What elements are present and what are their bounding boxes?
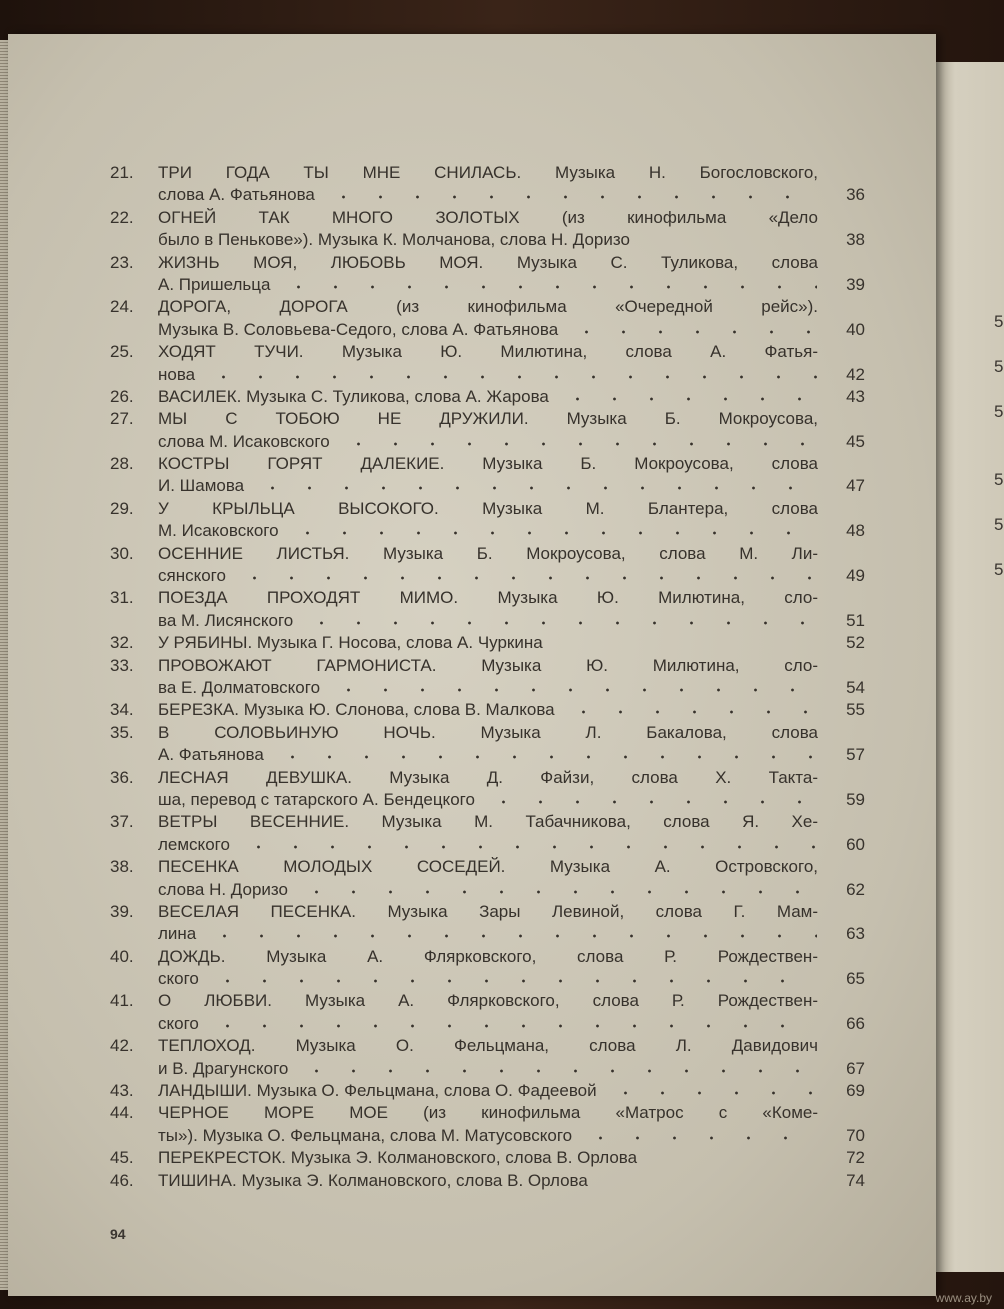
entry-page: 67: [846, 1058, 865, 1078]
entry-page: 51: [846, 610, 865, 630]
toc-line: [110, 1170, 865, 1192]
entry-number: 33.: [110, 655, 134, 675]
entry-page: 49: [846, 566, 865, 586]
entry-page: 52: [846, 633, 865, 653]
entry-text: ПЕСЕНКА МОЛОДЫХ СОСЕДЕЙ. Музыка А. Островского,: [158, 857, 818, 877]
entry-text: ва М. Лисянского: [158, 610, 294, 630]
entry-number: 34.: [110, 700, 134, 720]
table-of-contents: [110, 162, 865, 1192]
entry-page: 54: [846, 677, 865, 697]
dot-leader: [240, 844, 817, 850]
dot-leader: [325, 194, 817, 200]
entry-text: В СОЛОВЬИНУЮ НОЧЬ. Музыка Л. Бакалова, слова: [158, 722, 818, 742]
entry-text: лина: [158, 924, 197, 944]
toc-line: [110, 789, 865, 811]
toc-line: [110, 1035, 865, 1057]
entry-page: 48: [846, 521, 865, 541]
entry-text: ВЕТРЫ ВЕСЕННИЕ. Музыка М. Табачникова, слова Я. Хе-: [158, 812, 818, 832]
entry-page: 65: [846, 969, 865, 989]
dot-leader: [598, 1180, 817, 1186]
toc-line: [110, 408, 865, 430]
dot-leader: [254, 485, 817, 491]
facing-page-number: 5: [994, 560, 1004, 579]
entry-text: Музыка В. Соловьева-Седого, слова А. Фатьянова: [158, 319, 559, 339]
facing-page-number: 5: [994, 312, 1004, 331]
entry-text: ва Е. Долматовского: [158, 677, 321, 697]
dot-leader: [303, 620, 817, 626]
entry-number: 23.: [110, 252, 134, 272]
dot-leader: [568, 329, 817, 335]
entry-text: КОСТРЫ ГОРЯТ ДАЛЕКИЕ. Музыка Б. Мокроусова, слова: [158, 454, 818, 474]
entry-number: 27.: [110, 409, 134, 429]
entry-text: ЖИЗНЬ МОЯ, ЛЮБОВЬ МОЯ. Музыка С. Туликова, слова: [158, 252, 818, 272]
watermark: www.ay.by: [935, 1291, 992, 1305]
entry-number: 40.: [110, 946, 134, 966]
entry-text: ты»). Музыка О. Фельцмана, слова М. Матусовского: [158, 1125, 573, 1145]
toc-line: [110, 341, 865, 363]
entry-page: 38: [846, 230, 865, 250]
toc-line: [110, 364, 865, 386]
dot-leader: [607, 1090, 817, 1096]
entry-page: 42: [846, 364, 865, 384]
toc-line: [110, 296, 865, 318]
entry-number: 46.: [110, 1170, 134, 1190]
entry-page: 36: [846, 185, 865, 205]
toc-line: [110, 990, 865, 1012]
toc-line: [110, 856, 865, 878]
entry-number: 31.: [110, 588, 134, 608]
entry-page: 60: [846, 834, 865, 854]
entry-number: 29.: [110, 498, 134, 518]
entry-number: 32.: [110, 633, 134, 653]
entry-text: нова: [158, 364, 196, 384]
entry-number: 24.: [110, 297, 134, 317]
entry-text: А. Фатьянова: [158, 745, 264, 765]
toc-line: [110, 699, 865, 721]
entry-text: и В. Драгунского: [158, 1058, 289, 1078]
entry-number: 42.: [110, 1036, 134, 1056]
toc-line: [110, 162, 865, 184]
entry-number: 26.: [110, 386, 134, 406]
toc-line: [110, 834, 865, 856]
entry-page: 69: [846, 1081, 865, 1101]
dot-leader: [274, 754, 817, 760]
entry-text: ЛАНДЫШИ. Музыка О. Фельцмана, слова О. Фадеевой: [158, 1081, 597, 1101]
entry-text: МЫ С ТОБОЮ НЕ ДРУЖИЛИ. Музыка Б. Мокроусова,: [158, 409, 818, 429]
entry-text: слова М. Исаковского: [158, 431, 330, 451]
dot-leader: [565, 709, 817, 715]
toc-line: [110, 475, 865, 497]
toc-line: [110, 632, 865, 654]
entry-page: 45: [846, 431, 865, 451]
entry-text: ского: [158, 969, 199, 989]
entry-number: 25.: [110, 342, 134, 362]
dot-leader: [298, 889, 817, 895]
entry-number: 41.: [110, 991, 134, 1011]
entry-page: 70: [846, 1125, 865, 1145]
entry-text: М. Исаковского: [158, 521, 279, 541]
toc-line: [110, 610, 865, 632]
entry-page: 39: [846, 274, 865, 294]
entry-page: 57: [846, 745, 865, 765]
entry-page: 74: [846, 1170, 865, 1190]
toc-line: [110, 1102, 865, 1124]
entry-text: ТИШИНА. Музыка Э. Колмановского, слова В. Орлова: [158, 1170, 588, 1190]
toc-line: [110, 677, 865, 699]
toc-line: [110, 811, 865, 833]
entry-text: ЛЕСНАЯ ДЕВУШКА. Музыка Д. Файзи, слова Х. Такта-: [158, 767, 818, 787]
dot-leader: [209, 978, 817, 984]
facing-page-number: 5: [994, 470, 1004, 489]
toc-line: [110, 901, 865, 923]
entry-text: И. Шамова: [158, 476, 245, 496]
entry-page: 72: [846, 1148, 865, 1168]
entry-text: ОСЕННИЕ ЛИСТЬЯ. Музыка Б. Мокроусова, слова М. Ли-: [158, 543, 818, 563]
dot-leader: [330, 687, 817, 693]
entry-number: 45.: [110, 1148, 134, 1168]
toc-line: [110, 274, 865, 296]
entry-text: А. Пришельца: [158, 274, 271, 294]
toc-line: [110, 968, 865, 990]
toc-line: [110, 252, 865, 274]
entry-number: 30.: [110, 543, 134, 563]
entry-text: ТРИ ГОДА ТЫ МНЕ СНИЛАСЬ. Музыка Н. Богословского,: [158, 163, 818, 182]
entry-text: ВАСИЛЕК. Музыка С. Туликова, слова А. Жарова: [158, 386, 549, 406]
entry-text: ХОДЯТ ТУЧИ. Музыка Ю. Милютина, слова А. Фатья-: [158, 342, 818, 362]
entry-number: 36.: [110, 767, 134, 787]
dot-leader: [582, 1135, 817, 1141]
toc-line: [110, 1058, 865, 1080]
facing-page-number: 5: [994, 402, 1004, 421]
facing-page-number: 5: [994, 515, 1004, 534]
facing-page: [934, 62, 1004, 1272]
entry-page: 59: [846, 789, 865, 809]
dot-leader: [340, 441, 817, 447]
entry-text: ДОРОГА, ДОРОГА (из кинофильма «Очередной рейс»).: [158, 297, 818, 317]
toc-line: [110, 946, 865, 968]
entry-text: сянского: [158, 566, 226, 586]
entry-page: 40: [846, 319, 865, 339]
entry-text: слова А. Фатьянова: [158, 185, 315, 205]
toc-line: [110, 498, 865, 520]
toc-line: [110, 587, 865, 609]
toc-line: [110, 1080, 865, 1102]
entry-number: 37.: [110, 812, 134, 832]
toc-line: [110, 520, 865, 542]
dot-leader: [559, 396, 817, 402]
toc-line: [110, 184, 865, 206]
entry-text: ПОЕЗДА ПРОХОДЯТ МИМО. Музыка Ю. Милютина, сло-: [158, 588, 818, 608]
dot-leader: [209, 1023, 817, 1029]
toc-line: [110, 767, 865, 789]
entry-number: 35.: [110, 722, 134, 742]
dot-leader: [298, 1068, 817, 1074]
dot-leader: [553, 642, 817, 648]
toc-line: [110, 655, 865, 677]
entry-text: У РЯБИНЫ. Музыка Г. Носова, слова А. Чуркина: [158, 633, 543, 653]
entry-text: слова Н. Доризо: [158, 879, 288, 899]
entry-page: 62: [846, 879, 865, 899]
toc-line: [110, 879, 865, 901]
entry-text: ЧЕРНОЕ МОРЕ МОЕ (из кинофильма «Матрос с «Коме-: [158, 1103, 818, 1123]
toc-line: [110, 386, 865, 408]
dot-leader: [485, 799, 817, 805]
dot-leader: [205, 374, 817, 380]
toc-line: [110, 923, 865, 945]
entry-text: ша, перевод с татарского А. Бендецкого: [158, 789, 475, 809]
entry-number: 38.: [110, 857, 134, 877]
entry-page: 66: [846, 1013, 865, 1033]
entry-number: 28.: [110, 454, 134, 474]
toc-line: [110, 543, 865, 565]
entry-text: ОГНЕЙ ТАК МНОГО ЗОЛОТЫХ (из кинофильма «Дело: [158, 207, 818, 227]
dot-leader: [236, 575, 817, 581]
entry-number: 21.: [110, 163, 134, 182]
dot-leader: [206, 933, 817, 939]
dot-leader: [640, 239, 817, 245]
toc-line: [110, 207, 865, 229]
toc-line: [110, 744, 865, 766]
dot-leader: [280, 284, 817, 290]
entry-text: ТЕПЛОХОД. Музыка О. Фельцмана, слова Л. Давидович: [158, 1036, 818, 1056]
toc-line: [110, 319, 865, 341]
toc-line: [110, 453, 865, 475]
entry-number: 44.: [110, 1103, 134, 1123]
entry-number: 43.: [110, 1081, 134, 1101]
toc-line: [110, 1125, 865, 1147]
toc-line: [110, 565, 865, 587]
entry-text: было в Пенькове»). Музыка К. Молчанова, слова Н. Доризо: [158, 230, 630, 250]
entry-text: У КРЫЛЬЦА ВЫСОКОГО. Музыка М. Блантера, слова: [158, 498, 818, 518]
page-number: 94: [110, 1226, 126, 1242]
entry-number: 22.: [110, 207, 134, 227]
entry-text: ДОЖДЬ. Музыка А. Флярковского, слова Р. Рождествен-: [158, 946, 818, 966]
entry-number: 39.: [110, 901, 134, 921]
entry-page: 55: [846, 700, 865, 720]
entry-text: ПЕРЕКРЕСТОК. Музыка Э. Колмановского, слова В. Орлова: [158, 1148, 638, 1168]
entry-text: ского: [158, 1013, 199, 1033]
toc-line: [110, 1013, 865, 1035]
entry-text: ПРОВОЖАЮТ ГАРМОНИСТА. Музыка Ю. Милютина, сло-: [158, 655, 818, 675]
entry-page: 43: [846, 386, 865, 406]
entry-text: БЕРЕЗКА. Музыка Ю. Слонова, слова В. Малкова: [158, 700, 555, 720]
entry-page: 47: [846, 476, 865, 496]
toc-line: [110, 229, 865, 251]
entry-text: лемского: [158, 834, 230, 854]
entry-text: О ЛЮБВИ. Музыка А. Флярковского, слова Р. Рождествен-: [158, 991, 818, 1011]
facing-page-number: 5: [994, 357, 1004, 376]
toc-line: [110, 431, 865, 453]
entry-text: ВЕСЕЛАЯ ПЕСЕНКА. Музыка Зары Левиной, слова Г. Мам-: [158, 901, 818, 921]
toc-line: [110, 722, 865, 744]
dot-leader: [647, 1157, 817, 1163]
dot-leader: [289, 530, 817, 536]
entry-page: 63: [846, 924, 865, 944]
toc-line: [110, 1147, 865, 1169]
